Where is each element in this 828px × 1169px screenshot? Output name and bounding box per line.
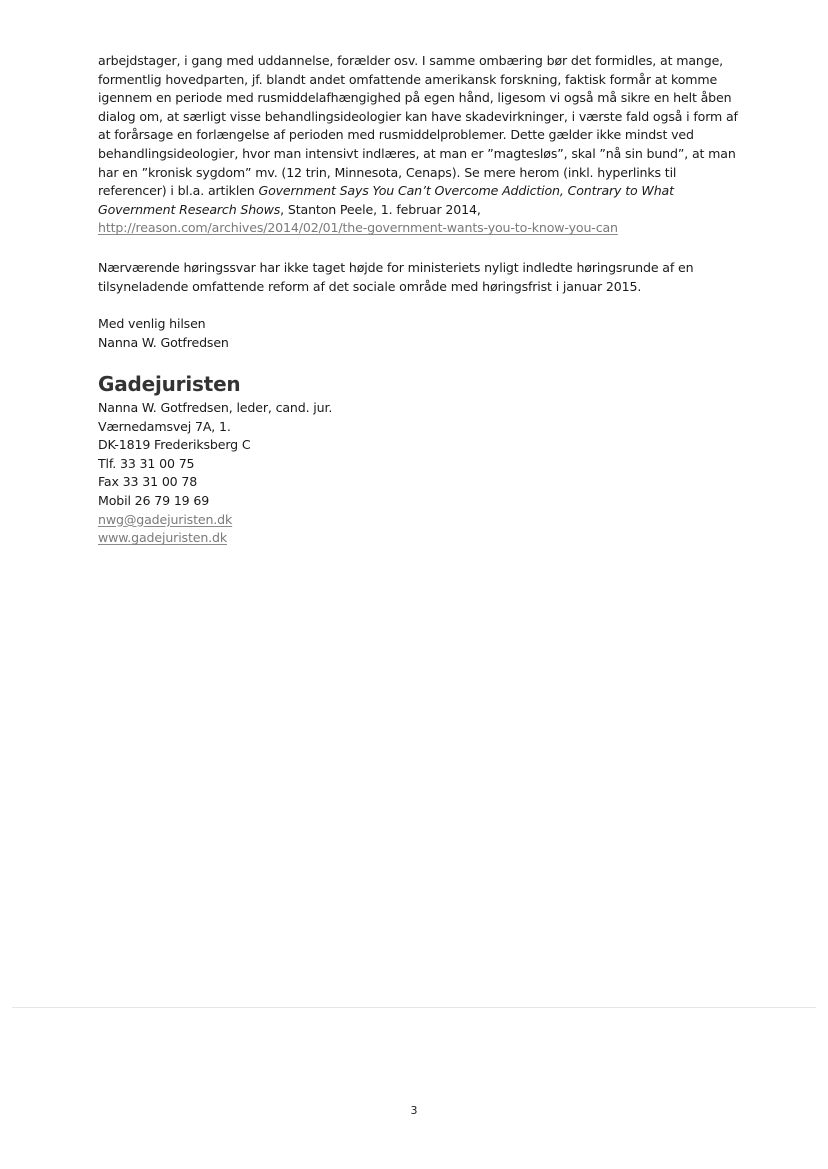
closing-block <box>98 315 229 352</box>
paragraph-text-start: arbejdstager, i gang med uddannelse, forælder osv. I samme ombæring bør det formidles, at mange, formentlig hovedparten, jf. blandt andet omfattende amerikansk forskning, faktisk formår at komme igennem en periode med rusmiddelafhængighed på egen hånd, ligesom vi også må sikre en helt åben dialog om, at særligt visse behandlingsideologier kan have skadevirkninger, i værste fald også i form af at forårsage en forlængelse af perioden med rusmiddelproblemer. Dette gælder ikke mindst ved behandlingsideologier, hvor man intensivt indlæres, at man er ”magtesløs”, skal ”nå sin bund”, at man har en ”kronisk sygdom” mv. (12 trin, Minnesota, Cenaps). Se mere herom (inkl. hyperlinks til referencer) i bl.a. artiklen <box>98 53 738 199</box>
reference-link[interactable]: http://reason.com/archives/2014/02/01/the-government-wants-you-to-know-you-can <box>98 220 618 236</box>
contact-line-street: Værnedamsvej 7A, 1. <box>98 418 231 434</box>
closing-name: Nanna W. Gotfredsen <box>98 334 229 350</box>
footer-divider <box>12 1007 816 1008</box>
page-number: 3 <box>410 1104 418 1117</box>
contact-line-fax: Fax 33 31 00 78 <box>98 474 198 490</box>
contact-line-city: DK-1819 Frederiksberg C <box>98 437 251 453</box>
paragraph-text <box>98 52 738 238</box>
contact-line-title: Nanna W. Gotfredsen, leder, cand. jur. <box>98 400 333 415</box>
article-title: Government Says You Can’t Overcome Addiction, Contrary to What Government Research Shows <box>98 183 674 217</box>
body-paragraph-1 <box>98 52 738 238</box>
closing-greeting: Med venlig hilsen <box>98 316 206 331</box>
website-link[interactable]: www.gadejuristen.dk <box>98 530 228 546</box>
contact-block <box>98 399 332 548</box>
paragraph-text-end: , Stanton Peele, 1. februar 2014, <box>280 201 481 217</box>
body-paragraph-2: Nærværende høringssvar har ikke taget højde for ministeriets nyligt indledte høringsrunde af en tilsyneladende omfattende reform af det sociale område med høringsfrist i januar 2015. <box>98 260 694 294</box>
email-link[interactable]: nwg@gadejuristen.dk <box>98 511 233 527</box>
organization-name: Gadejuristen <box>98 372 241 396</box>
contact-line-mobile: Mobil 26 79 19 69 <box>98 492 210 508</box>
contact-line-phone: Tlf. 33 31 00 75 <box>98 455 195 471</box>
